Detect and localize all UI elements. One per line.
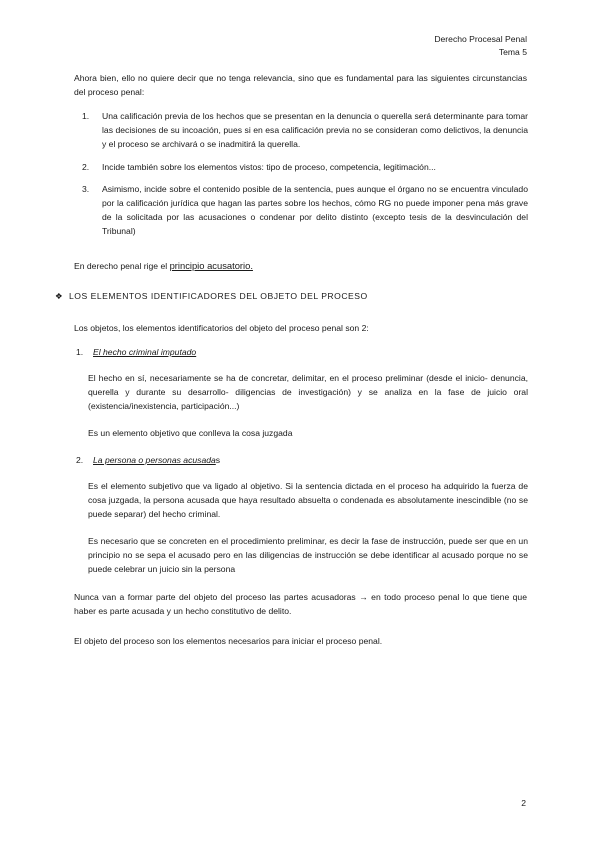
objeto-proceso-paragraph: El objeto del proceso son los elementos necesarios para iniciar el proceso penal. — [74, 636, 383, 646]
acusatorio-prefix: En derecho penal rige el — [74, 261, 170, 271]
header-topic: Tema 5 — [498, 46, 527, 57]
intro-paragraph: Ahora bien, ello no quiere decir que no tenga relevancia, sino que es fundamental para las siguientes circunstancias del proceso penal: — [74, 73, 527, 98]
list-item-number: 2. — [82, 161, 90, 172]
persona-paragraph-2: Es necesario que se concreten en el procedimiento preliminar, es decir la fase de instrucción, puede ser que en un principio no se sepa el acusado pero en las diligencias de instrucción se debe identificar al acusado porque no se puede celebrar un juicio sin la persona — [88, 536, 528, 575]
subheading-title: La persona o personas acusada — [93, 455, 216, 465]
subheading-persona — [76, 455, 220, 465]
principio-acusatorio-link[interactable]: principio acusatorio. — [169, 260, 253, 271]
list-item-number: 3. — [82, 183, 90, 194]
hecho-paragraph-2: Es un elemento objetivo que conlleva la cosa juzgada — [88, 428, 293, 438]
nunca-paragraph: Nunca van a formar parte del objeto del proceso las partes acusadoras → en todo proceso penal lo que tiene que haber es parte acusada y un hecho constitutivo de delito. — [74, 592, 527, 617]
list-item-text: Asimismo, incide sobre el contenido posible de la sentencia, pues aunque el órgano no se encuentra vinculado por la calificación jurídica que hagan las partes sobre los hechos, cómo RG no puede imponer pena más grave de la solicitada por las acusaciones o condenar por delito distinto (excepto tesis de la desvinculación del Tribunal) — [102, 183, 528, 237]
hecho-paragraph-1: El hecho en sí, necesariamente se ha de concretar, delimitar, en el proceso preliminar (desde el inicio- denuncia, querella y durante su desarrollo- diligencias de investigación) y se analiza en la fase de juicio oral (existencia/inexistencia, participación...) — [88, 373, 528, 412]
list-item-text: Incide también sobre los elementos vistos: tipo de proceso, competencia, legitimación... — [102, 161, 436, 172]
subheading-hecho — [76, 347, 196, 357]
diamond-bullet-icon: ❖ — [55, 291, 64, 301]
subheading-number: 2. — [76, 455, 84, 465]
section-title: LOS ELEMENTOS IDENTIFICADORES DEL OBJETO DEL PROCESO — [69, 291, 368, 301]
persona-paragraph-1: Es el elemento subjetivo que va ligado al objetivo. Si la sentencia dictada en el proceso ha adquirido la fuerza de cosa juzgada, la persona acusada que haya resultado absuelta o condenada es absolutamente inescindible (no se puede separar) del hecho criminal. — [88, 481, 528, 520]
list-item — [82, 109, 528, 152]
subheading-suffix: s — [215, 455, 221, 465]
page-header — [434, 33, 527, 58]
page-number: 2 — [521, 798, 526, 808]
list-item — [82, 160, 528, 174]
list-item — [82, 182, 528, 239]
circumstances-list — [82, 109, 528, 247]
acusatorio-paragraph — [74, 259, 527, 273]
list-item-text: Una calificación previa de los hechos que se presentan en la denuncia o querella será determinante para tomar las decisiones de su incoación, pues si en esa calificación previa no se consideran como delictivos, la denuncia y el proceso se archivará o se inadmitirá la querella. — [102, 111, 528, 150]
subheading-title: El hecho criminal imputado — [93, 347, 197, 357]
objects-intro-paragraph: Los objetos, los elementos identificatorios del objeto del proceso penal son 2: — [74, 323, 369, 333]
subheading-number: 1. — [76, 347, 84, 357]
list-item-number: 1. — [82, 111, 90, 121]
section-heading — [55, 291, 368, 302]
header-course: Derecho Procesal Penal — [434, 34, 527, 44]
